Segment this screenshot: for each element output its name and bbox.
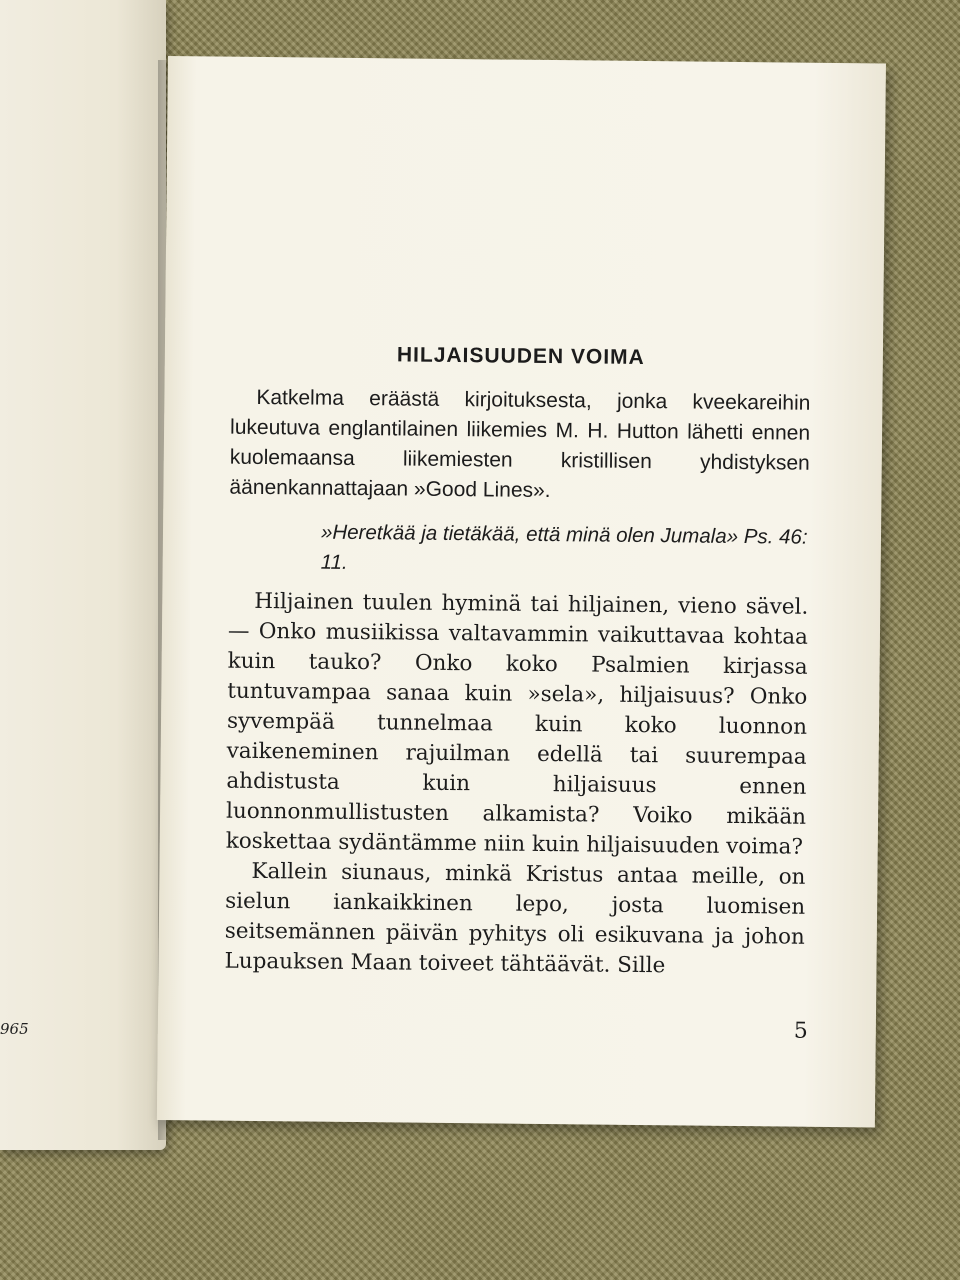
intro-paragraph: Katkelma eräästä kirjoituksesta, jonka kveekareihin lukeutuva englantilainen liikemies M. H. Hutton lähetti ennen kuolemaansa liikemiesten kristillisen yhdistyksen äänenkannattajaan »Good Lines». bbox=[229, 385, 811, 503]
left-page-folio: 965 bbox=[0, 1020, 29, 1038]
right-page bbox=[157, 56, 886, 1127]
body-paragraph-2: Kallein siunaus, minkä Kristus antaa meille, on sielun iankaikkinen lepo, josta luomisen seitsemännen päivän pyhitys oli esikuvana ja johon Lupauksen Maan toiveet tähtäävät. Sille bbox=[224, 858, 806, 979]
body-paragraph-1: Hiljainen tuulen hyminä tai hiljainen, vieno sävel. — Onko musiikissa valtavammin vaikuttavaa kohtaa kuin tauko? Onko koko Psalmien kirjassa tuntuvampaa sanaa kuin »sela», hiljaisuus? Onko syvempää tunnelmaa kuin koko luonnon vaikeneminen rajuilman edellä tai suurempaa ahdistusta kuin hiljaisuus ennen luonnonmullistusten alkamista? Voiko mikään koskettaa sydäntämme niin kuin hiljaisuuden voima? bbox=[225, 588, 809, 860]
page-text bbox=[224, 339, 811, 983]
scripture-quote: »Heretkää ja tietäkää, että minä olen Jumala» Ps. 46: 11. bbox=[320, 520, 808, 574]
left-page bbox=[0, 0, 166, 1150]
page-title: HILJAISUUDEN VOIMA bbox=[396, 343, 645, 370]
page-number: 5 bbox=[793, 1018, 808, 1044]
